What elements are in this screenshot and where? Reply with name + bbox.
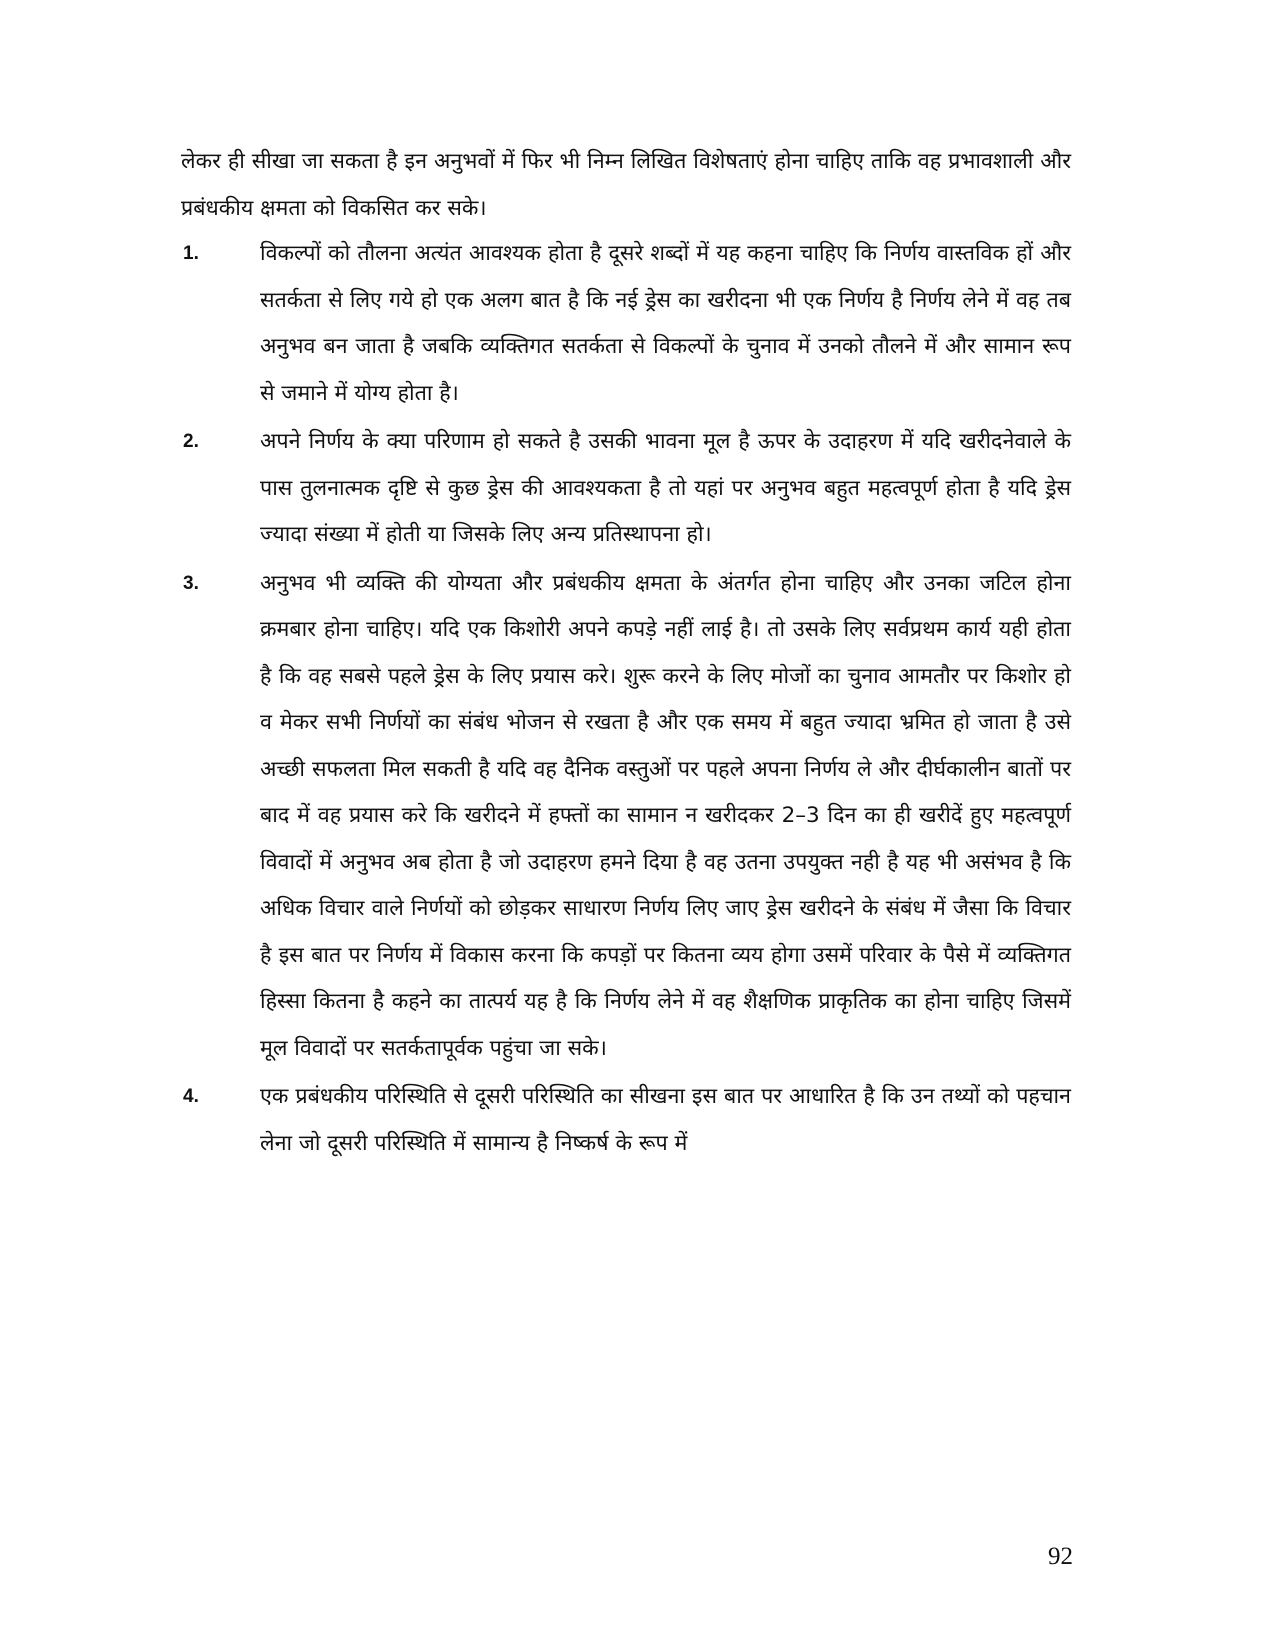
list-item-text: अपने निर्णय के क्या परिणाम हो सकते है उसकी भावना मूल है ऊपर के उदाहरण में यदि खरीदनेवाले के पास तुलनात्मक दृष्टि से कुछ ड्रेस की आवश्यकता है तो यहां पर अनुभव बहुत महत्वपूर्ण होता है यदि ड्रेस ज्यादा संख्या में होती या जिसके लिए अन्य प्रतिस्थापना हो। <box>260 429 1071 547</box>
page-number: 92 <box>1048 1543 1073 1570</box>
list-item <box>181 231 1071 417</box>
list-item-number: 3. <box>183 572 199 594</box>
list-item-text: अनुभव भी व्यक्ति की योग्यता और प्रबंधकीय क्षमता के अंतर्गत होना चाहिए और उनका जटिल होना क्रमबार होना चाहिए। यदि एक किशोरी अपने कपड़े नहीं लाई है। तो उसके लिए सर्वप्रथम कार्य यही होता है कि वह सबसे पहले ड्रेस के लिए प्रयास करे। शुरू करने के लिए मोजों का चुनाव आमतौर पर किशोर हो व मेकर सभी निर्णयों का संबंध भोजन से रखता है और एक समय में बहुत ज्यादा भ्रमित हो जाता है उसे अच्छी सफलता मिल सकती है यदि वह दैनिक वस्तुओं पर पहले अपना निर्णय ले और दीर्घकालीन बातों पर बाद में वह प्रयास करे कि खरीदने में हफ्तों का सामान न खरीदकर 2–3 दिन का ही खरीदें हुए महत्वपूर्ण विवादों में अनुभव अब होता है जो उदाहरण हमने दिया है वह उतना उपयुक्त नही है यह भी असंभव है कि अधिक विचार वाले निर्णयों को छोड़कर साधारण निर्णय लिए जाए ड्रेस खरीदने के संबंध में जैसा कि विचार है इस बात पर निर्णय में विकास करना कि कपड़ों पर कितना व्यय होगा उसमें परिवार के पैसे में व्यक्तिगत हिस्सा कितना है कहने का तात्पर्य यह है कि निर्णय लेने में वह शैक्षणिक प्राकृतिक का होना चाहिए जिसमें मूल विवादों पर सतर्कतापूर्वक पहुंचा जा सके। <box>260 570 1071 1061</box>
list-item <box>181 1074 1071 1167</box>
numbered-list <box>181 231 1071 1169</box>
intro-paragraph: लेकर ही सीखा जा सकता है इन अनुभवों में फिर भी निम्न लिखित विशेषताएं होना चाहिए ताकि वह प्रभावशाली और प्रबंधकीय क्षमता को विकसित कर सके। <box>181 149 1071 221</box>
list-item-number: 1. <box>183 243 199 264</box>
list-item-text: विकल्पों को तौलना अत्यंत आवश्यक होता है दूसरे शब्दों में यह कहना चाहिए कि निर्णय वास्तविक हों और सतर्कता से लिए गये हो एक अलग बात है कि नई ड्रेस का खरीदना भी एक निर्णय है निर्णय लेने में वह तब अनुभव बन जाता है जबकि व्यक्तिगत सतर्कता से विकल्पों के चुनाव में उनको तौलने में और सामान रूप से जमाने में योग्य होता है। <box>260 241 1071 406</box>
list-item-number: 2. <box>183 431 199 452</box>
list-item-text: एक प्रबंधकीय परिस्थिति से दूसरी परिस्थिति का सीखना इस बात पर आधारित है कि उन तथ्यों को पहचान लेना जो दूसरी परिस्थिति में सामान्य है निष्कर्ष के रूप में <box>260 1084 1071 1156</box>
list-item <box>181 561 1071 1073</box>
list-item <box>181 419 1071 559</box>
list-item-number: 4. <box>183 1086 199 1107</box>
